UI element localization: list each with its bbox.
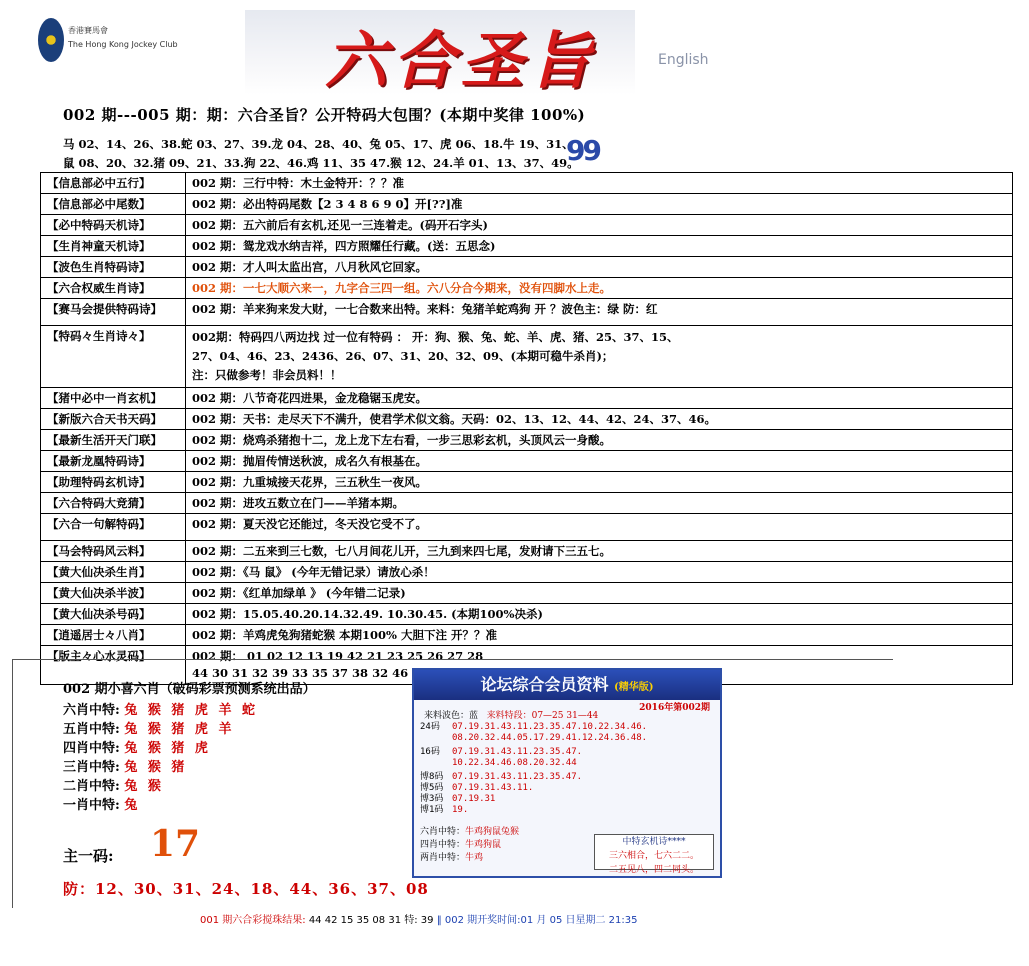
zodiac-line [63, 777, 316, 796]
row-value: 002 期：五六前后有玄机,还见一三连着走。(码开石字头) [186, 215, 1013, 236]
row-value: 002 期：才人叫太监出宫，八月秋风它回家。 [186, 257, 1013, 278]
main-number-label: 主一码: [63, 847, 114, 865]
table-row [41, 583, 1013, 604]
forecast-table [40, 172, 1013, 685]
row-value: 002 期：二五来到三七数，七八月间花儿开，三九到来四七尾，发财请下三五七。 [186, 541, 1013, 562]
row-label: 【必中特码天机诗】 [41, 215, 186, 236]
six-zodiac-title: 002 期小喜六肖（破码彩票预测系统出品） [63, 682, 316, 697]
table-row [41, 278, 1013, 299]
list-item-label: 两肖中特： [420, 853, 466, 863]
zodiac-line-label: 六肖中特: [63, 703, 120, 718]
list-item-value: 19. [452, 805, 469, 815]
row-label: 【逍遥居士々八肖】 [41, 625, 186, 646]
row-value: 002 期：烧鸡杀猪抱十二，龙上龙下左右看，一步三思彩玄机，头顶风云一身酸。 [186, 430, 1013, 451]
six-zodiac-block [63, 680, 316, 815]
zodiac-line-label: 一肖中特: [63, 798, 120, 813]
row-value: 002 期：必出特码尾数【2 3 4 8 6 9 0】开[??]准 [186, 194, 1013, 215]
row-label: 【最新生活开天门联】 [41, 430, 186, 451]
poem-box-title: 中特玄机诗**** [622, 837, 686, 847]
zodiac-line-value: 兔 猴 [124, 779, 164, 794]
row-value: 002 期：夏天没它还能过，冬天没它受不了。 [186, 514, 1013, 541]
page-headline: 002 期---005 期：期：六合圣旨？公开特码大包围？(本期中奖律 100%) [63, 106, 586, 124]
row-value-line: 002期：特码四八两边找 过一位有特码 ： 开：狗、猴、兔、蛇、羊、虎、猪、25、37、15、 [192, 330, 679, 344]
member-card-header [414, 670, 720, 700]
zodiac-line [63, 758, 316, 777]
table-row [41, 388, 1013, 409]
row-value [186, 326, 1013, 388]
member-card-issue: 2016年第002期 [639, 703, 710, 713]
english-link[interactable]: English [658, 52, 709, 68]
zodiac-line-label: 二肖中特: [63, 779, 120, 794]
member-info-card [412, 668, 722, 878]
list-item-value: 牛鸡狗鼠 [465, 840, 502, 850]
row-value: 002 期：天书：走尽天下不满升，使君学术似文翁。天码：02、13、12、44、42、24、37、46。 [186, 409, 1013, 430]
row-label: 【赛马会提供特码诗】 [41, 299, 186, 326]
row-label: 【最新龙凰特码诗】 [41, 451, 186, 472]
list-item-label: 六肖中特： [420, 827, 466, 837]
row-value: 002 期：九重城接天花界，三五秋生一夜风。 [186, 472, 1013, 493]
table-row [41, 514, 1013, 541]
row-value-line: 27、04、46、23、2436、26、07、31、20、32、09、(本期可稳牛杀肖)； [192, 349, 614, 363]
list-item [420, 758, 716, 769]
zodiac-line-value: 兔 猴 猪 虎 羊 蛇 [124, 703, 258, 718]
row-label: 【波色生肖特码诗】 [41, 257, 186, 278]
list-item-label: 博5码 [420, 783, 444, 793]
draw-result-numbers: 44 42 15 35 08 31 特: 39 [305, 915, 434, 926]
row-value-line: 44 30 31 32 39 33 35 37 38 32 46 [192, 666, 409, 680]
member-card-poem-box [594, 834, 714, 875]
zodiac-line [63, 739, 316, 758]
table-row [41, 451, 1013, 472]
row-value: 002 期：《马 鼠》 (今年无错记录）请放心杀！ [186, 562, 1013, 583]
row-label: 【助理特码玄机诗】 [41, 472, 186, 493]
table-row [41, 493, 1013, 514]
row-label: 【信息部必中尾数】 [41, 194, 186, 215]
jockey-club-name [68, 24, 178, 52]
list-item-value: 牛鸡 [465, 853, 484, 863]
row-label: 【版主々心水灵码】 [41, 646, 186, 685]
list-item [420, 772, 716, 783]
zodiac-badge: 99 [566, 134, 599, 167]
zodiac-numbers-line-1: 马 02、14、26、38.蛇 03、27、39.龙 04、28、40、兔 05、17、虎 06、18.牛 19、31、 [63, 137, 574, 151]
list-item-value: 07.19.31.43.11. [452, 783, 534, 793]
row-label: 【黄大仙决杀号码】 [41, 604, 186, 625]
row-value: 002 期：羊鸡虎兔狗猪蛇猴 本期100% 大胆下注 开？？准 [186, 625, 1013, 646]
member-card-source-color: 来料波色：蓝 [424, 711, 479, 721]
row-value: 002 期：进攻五数立在门——羊猪本期。 [186, 493, 1013, 514]
row-value: 002 期：羊来狗来发大财，一七合数来出特。来料：兔猪羊蛇鸡狗 开 ？波色主：绿 防：红 [186, 299, 1013, 326]
list-item-label: 博8码 [420, 772, 444, 782]
zodiac-line-label: 三肖中特: [63, 760, 120, 775]
zodiac-line-label: 五肖中特: [63, 722, 120, 737]
row-value: 002 期：15.05.40.20.14.32.49. 10.30.45. (本期100%决杀) [186, 604, 1013, 625]
list-item [420, 722, 716, 733]
list-item [420, 805, 716, 816]
zodiac-line [63, 720, 316, 739]
table-row [41, 541, 1013, 562]
logo-text-cn: 香港賽馬會 [68, 26, 108, 35]
row-label: 【特码々生肖诗々】 [41, 326, 186, 388]
member-card-tag: (精华版) [614, 682, 654, 693]
row-label: 【新版六合天书天码】 [41, 409, 186, 430]
row-value: 002 期：《红单加绿单 》 (今年错二记录) [186, 583, 1013, 604]
zodiac-line-value: 兔 猴 猪 [124, 760, 188, 775]
list-item-label: 博1码 [420, 805, 444, 815]
member-card-source [424, 708, 598, 721]
list-item-label: 博3码 [420, 794, 444, 804]
table-row [41, 604, 1013, 625]
draw-result-line [200, 911, 638, 926]
jockey-club-logo [38, 18, 64, 62]
row-value-line: 002 期： 01 02 12 13 19 42 21 23 25 26 27 28 [192, 649, 484, 663]
main-number: 17 [150, 823, 201, 865]
table-row [41, 236, 1013, 257]
zodiac-line [63, 796, 316, 815]
table-row [41, 430, 1013, 451]
member-card-title: 论坛综合会员资料 [480, 675, 609, 694]
row-value: 002 期：八节奇花四进果，金龙稳锯玉虎安。 [186, 388, 1013, 409]
table-row [41, 625, 1013, 646]
table-row [41, 472, 1013, 493]
list-item-value: 10.22.34.46.08.20.32.44 [452, 758, 577, 768]
member-card-source-range: 来料特段：07—25 31—44 [486, 711, 599, 721]
zodiac-line-value: 兔 [124, 798, 141, 813]
table-row [41, 562, 1013, 583]
table-row [41, 326, 1013, 388]
zodiac-line [63, 701, 316, 720]
list-item [420, 783, 716, 794]
table-row [41, 194, 1013, 215]
list-item-value: 08.20.32.44.05.17.29.41.12.24.36.48. [452, 733, 648, 743]
row-label: 【生肖神童天机诗】 [41, 236, 186, 257]
poem-box-line: 二五见八，四二同头。 [608, 865, 699, 875]
row-label: 【马会特码风云料】 [41, 541, 186, 562]
row-value: 002 期：鸳龙戏水纳吉祥，四方照耀任行藏。(送：五思念) [186, 236, 1013, 257]
zodiac-line-value: 兔 猴 猪 虎 羊 [124, 722, 235, 737]
row-label: 【六合特码大竞猜】 [41, 493, 186, 514]
draw-result-label: 001 期六合彩搅珠结果: [200, 915, 306, 926]
list-item-label: 四肖中特： [420, 840, 466, 850]
list-item-label: 24码 [420, 722, 440, 732]
zodiac-line-value: 兔 猴 猪 虎 [124, 741, 211, 756]
row-label: 【六合一句解特码】 [41, 514, 186, 541]
row-value-line: 注：只做参考！非会员料！！ [192, 368, 342, 382]
member-card-number-list [420, 722, 716, 816]
list-item [420, 733, 716, 744]
row-value: 002 期：三行中特：木土金特开：？？准 [186, 173, 1013, 194]
row-label: 【六合权威生肖诗】 [41, 278, 186, 299]
list-item-value: 07.19.31.43.11.23.35.47.10.22.34.46. [452, 722, 648, 732]
list-item-value: 牛鸡狗鼠兔猴 [465, 827, 520, 837]
row-value: 002 期：一七大顺六来一，九字合三四一组。六八分合今期来，没有四脚水上走。 [186, 278, 1013, 299]
list-item-label: 16码 [420, 747, 440, 757]
poem-box-line: 三六相合，七六二二。 [608, 851, 699, 861]
zodiac-numbers-line-2: 鼠 08、20、32.猪 09、21、33.狗 22、46.鸡 11、35 47.猴 12、24.羊 01、13、37、49。 [63, 156, 579, 170]
list-item [420, 747, 716, 758]
table-row [41, 173, 1013, 194]
table-row [41, 409, 1013, 430]
row-label: 【黄大仙决杀生肖】 [41, 562, 186, 583]
defense-numbers: 防：12、30、31、24、18、44、36、37、08 [63, 880, 429, 898]
table-row [41, 257, 1013, 278]
list-item-value: 07.19.31 [452, 794, 496, 804]
logo-text-en: The Hong Kong Jockey Club [68, 40, 178, 49]
row-label: 【信息部必中五行】 [41, 173, 186, 194]
row-label: 【猪中必中一肖玄机】 [41, 388, 186, 409]
row-value: 002 期：抛眉传情送秋波，成名久有根基在。 [186, 451, 1013, 472]
zodiac-line-label: 四肖中特: [63, 741, 120, 756]
banner-title: 六合圣旨 [325, 24, 598, 97]
list-item-value: 07.19.31.43.11.23.35.47. [452, 772, 583, 782]
next-draw-time: ‖ 002 期开奖时间:01 月 05 日星期二 21:35 [433, 915, 638, 926]
table-row [41, 299, 1013, 326]
table-row [41, 215, 1013, 236]
list-item [420, 794, 716, 805]
row-label: 【黄大仙决杀半波】 [41, 583, 186, 604]
list-item-value: 07.19.31.43.11.23.35.47. [452, 747, 583, 757]
